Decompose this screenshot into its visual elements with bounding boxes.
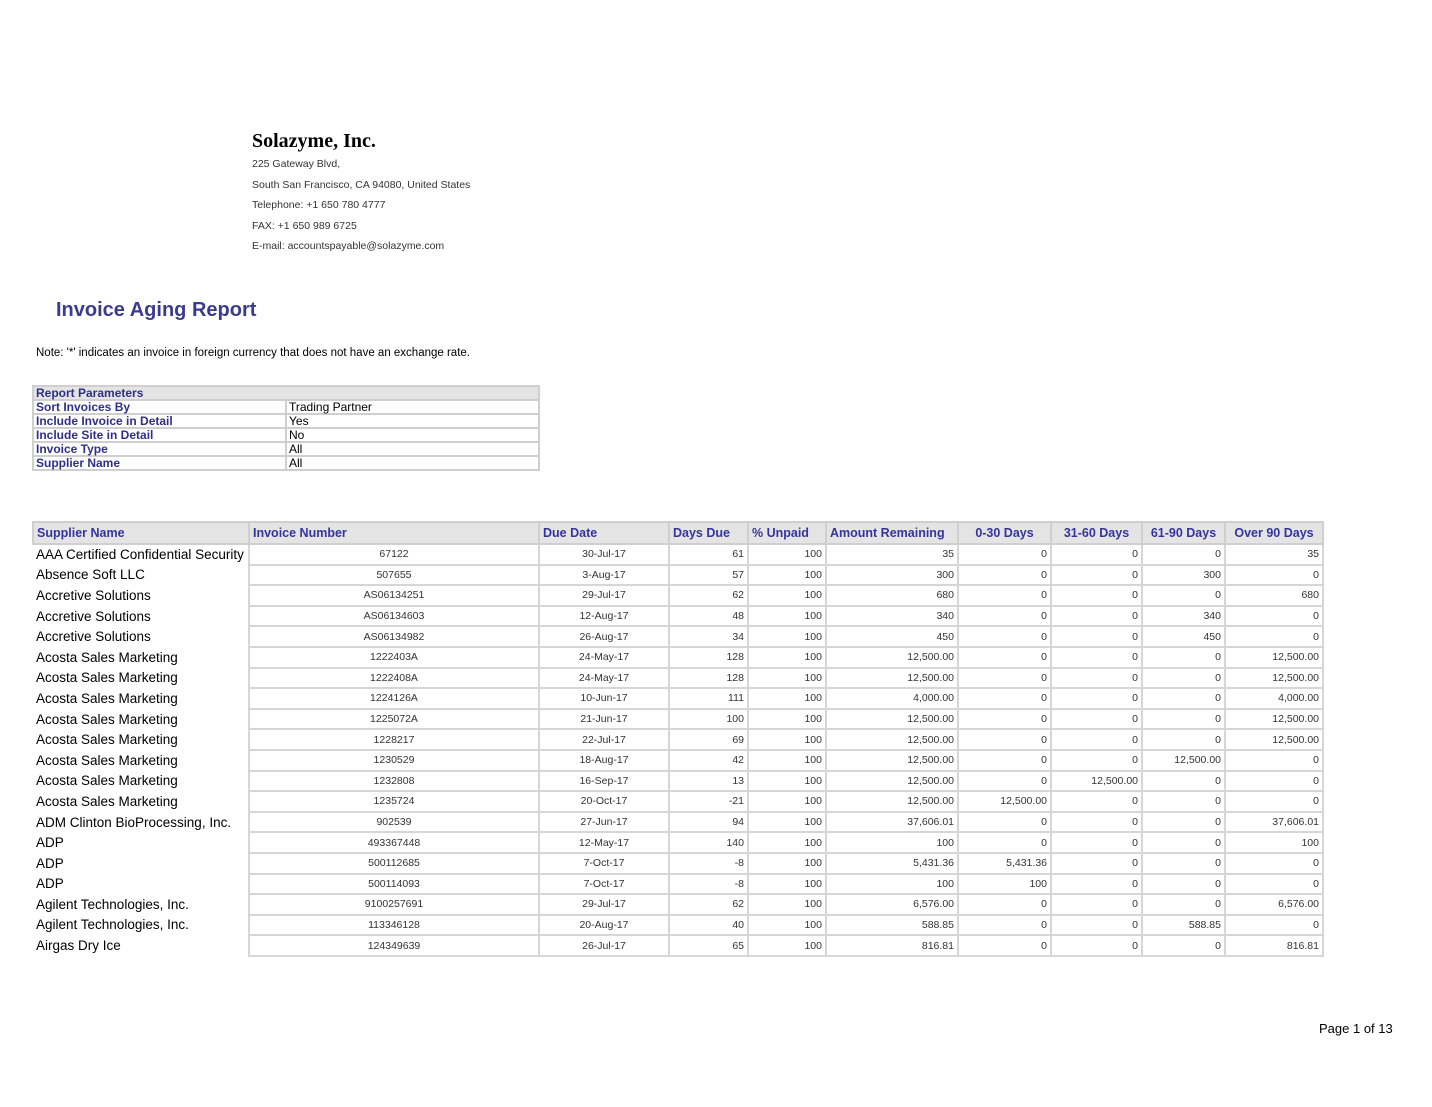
cell-0-30-days: 0 (958, 750, 1051, 771)
table-row (33, 668, 1323, 689)
report-title: Invoice Aging Report (56, 299, 257, 321)
cell-days-due: 61 (669, 544, 748, 565)
column-header-due-date: Due Date (539, 522, 669, 544)
cell-0-30-days: 0 (958, 771, 1051, 792)
cell-invoice-number: AS06134603 (249, 606, 539, 627)
cell-amount-remaining: 100 (826, 874, 958, 895)
cell-0-30-days: 0 (958, 647, 1051, 668)
cell-31-60-days: 12,500.00 (1051, 771, 1142, 792)
cell-days-due: 94 (669, 812, 748, 833)
cell-supplier-name: ADP (36, 835, 64, 851)
cell-supplier-name: Airgas Dry Ice (36, 938, 121, 954)
cell-0-30-days: 12,500.00 (958, 791, 1051, 812)
cell-over-90-days: 0 (1225, 771, 1323, 792)
cell-percent-unpaid: 100 (748, 647, 826, 668)
cell-over-90-days: 0 (1225, 606, 1323, 627)
column-header-0-30-days: 0-30 Days (958, 522, 1051, 544)
cell-invoice-number: 1222403A (249, 647, 539, 668)
cell-31-60-days: 0 (1051, 812, 1142, 833)
cell-percent-unpaid: 100 (748, 915, 826, 936)
cell-percent-unpaid: 100 (748, 606, 826, 627)
cell-over-90-days: 12,500.00 (1225, 709, 1323, 730)
company-header (252, 130, 470, 261)
cell-due-date: 24-May-17 (539, 668, 669, 689)
cell-31-60-days: 0 (1051, 935, 1142, 956)
cell-due-date: 27-Jun-17 (539, 812, 669, 833)
cell-invoice-number: 1228217 (249, 729, 539, 750)
cell-supplier-name: Accretive Solutions (36, 629, 151, 645)
cell-0-30-days: 0 (958, 565, 1051, 586)
cell-days-due: 65 (669, 935, 748, 956)
cell-days-due: -21 (669, 791, 748, 812)
cell-invoice-number: 902539 (249, 812, 539, 833)
cell-percent-unpaid: 100 (748, 709, 826, 730)
cell-percent-unpaid: 100 (748, 585, 826, 606)
cell-due-date: 7-Oct-17 (539, 874, 669, 895)
cell-31-60-days: 0 (1051, 750, 1142, 771)
cell-31-60-days: 0 (1051, 791, 1142, 812)
cell-31-60-days: 0 (1051, 832, 1142, 853)
cell-over-90-days: 0 (1225, 626, 1323, 647)
cell-amount-remaining: 12,500.00 (826, 771, 958, 792)
cell-over-90-days: 12,500.00 (1225, 668, 1323, 689)
table-row (33, 853, 1323, 874)
cell-supplier-name: Acosta Sales Marketing (36, 793, 178, 809)
table-row (33, 750, 1323, 771)
company-address-line1: 225 Gateway Blvd, (252, 158, 341, 170)
cell-due-date: 29-Jul-17 (539, 585, 669, 606)
cell-over-90-days: 12,500.00 (1225, 647, 1323, 668)
cell-supplier-name: Acosta Sales Marketing (36, 711, 178, 727)
cell-amount-remaining: 12,500.00 (826, 791, 958, 812)
cell-0-30-days: 0 (958, 832, 1051, 853)
table-row (33, 585, 1323, 606)
parameters-header: Report Parameters (33, 386, 539, 400)
cell-61-90-days: 0 (1142, 853, 1225, 874)
cell-amount-remaining: 816.81 (826, 935, 958, 956)
cell-percent-unpaid: 100 (748, 832, 826, 853)
cell-percent-unpaid: 100 (748, 688, 826, 709)
cell-due-date: 30-Jul-17 (539, 544, 669, 565)
company-fax: FAX: +1 650 989 6725 (252, 219, 357, 232)
company-name: Solazyme, Inc. (252, 130, 376, 152)
cell-over-90-days: 100 (1225, 832, 1323, 853)
table-row (33, 544, 1323, 565)
cell-invoice-number: 1222408A (249, 668, 539, 689)
company-telephone: Telephone: +1 650 780 4777 (252, 199, 386, 212)
cell-supplier-name: Acosta Sales Marketing (36, 670, 178, 686)
cell-31-60-days: 0 (1051, 647, 1142, 668)
cell-invoice-number: 1230529 (249, 750, 539, 771)
parameter-row (33, 442, 539, 456)
cell-supplier-name: ADM Clinton BioProcessing, Inc. (36, 814, 232, 830)
cell-0-30-days: 0 (958, 935, 1051, 956)
cell-61-90-days: 0 (1142, 812, 1225, 833)
column-header-31-60-days: 31-60 Days (1051, 522, 1142, 544)
table-row (33, 565, 1323, 586)
cell-over-90-days: 0 (1225, 565, 1323, 586)
cell-over-90-days: 0 (1225, 853, 1323, 874)
cell-invoice-number: 1235724 (249, 791, 539, 812)
cell-31-60-days: 0 (1051, 626, 1142, 647)
cell-due-date: 7-Oct-17 (539, 853, 669, 874)
cell-over-90-days: 6,576.00 (1225, 894, 1323, 915)
cell-due-date: 26-Jul-17 (539, 935, 669, 956)
cell-31-60-days: 0 (1051, 729, 1142, 750)
report-parameters-table (32, 385, 540, 471)
column-header-over-90-days: Over 90 Days (1225, 522, 1323, 544)
cell-supplier-name: Acosta Sales Marketing (36, 773, 178, 789)
cell-due-date: 18-Aug-17 (539, 750, 669, 771)
cell-days-due: -8 (669, 874, 748, 895)
cell-amount-remaining: 12,500.00 (826, 750, 958, 771)
cell-days-due: 128 (669, 668, 748, 689)
cell-0-30-days: 0 (958, 729, 1051, 750)
cell-days-due: 57 (669, 565, 748, 586)
cell-days-due: 111 (669, 688, 748, 709)
parameter-value: All (286, 456, 539, 470)
cell-due-date: 3-Aug-17 (539, 565, 669, 586)
parameter-label: Sort Invoices By (33, 400, 286, 414)
cell-supplier-name: Absence Soft LLC (36, 567, 145, 583)
cell-0-30-days: 100 (958, 874, 1051, 895)
cell-amount-remaining: 12,500.00 (826, 729, 958, 750)
cell-over-90-days: 0 (1225, 915, 1323, 936)
column-header-days-due: Days Due (669, 522, 748, 544)
cell-days-due: 40 (669, 915, 748, 936)
cell-61-90-days: 588.85 (1142, 915, 1225, 936)
cell-due-date: 24-May-17 (539, 647, 669, 668)
cell-percent-unpaid: 100 (748, 626, 826, 647)
column-header-invoice-number: Invoice Number (249, 522, 539, 544)
cell-0-30-days: 0 (958, 585, 1051, 606)
cell-supplier-name: ADP (36, 876, 64, 892)
cell-percent-unpaid: 100 (748, 791, 826, 812)
cell-days-due: 62 (669, 894, 748, 915)
cell-invoice-number: 1224126A (249, 688, 539, 709)
cell-percent-unpaid: 100 (748, 750, 826, 771)
parameter-row (33, 400, 539, 414)
cell-amount-remaining: 6,576.00 (826, 894, 958, 915)
cell-61-90-days: 0 (1142, 544, 1225, 565)
cell-supplier-name: Acosta Sales Marketing (36, 752, 178, 768)
cell-percent-unpaid: 100 (748, 771, 826, 792)
cell-due-date: 20-Oct-17 (539, 791, 669, 812)
cell-31-60-days: 0 (1051, 853, 1142, 874)
cell-days-due: 62 (669, 585, 748, 606)
cell-days-due: 69 (669, 729, 748, 750)
cell-due-date: 16-Sep-17 (539, 771, 669, 792)
cell-0-30-days: 0 (958, 812, 1051, 833)
cell-due-date: 21-Jun-17 (539, 709, 669, 730)
cell-31-60-days: 0 (1051, 606, 1142, 627)
cell-invoice-number: 124349639 (249, 935, 539, 956)
cell-invoice-number: 507655 (249, 565, 539, 586)
cell-over-90-days: 680 (1225, 585, 1323, 606)
cell-amount-remaining: 5,431.36 (826, 853, 958, 874)
cell-31-60-days: 0 (1051, 668, 1142, 689)
cell-supplier-name: Accretive Solutions (36, 608, 151, 624)
cell-over-90-days: 816.81 (1225, 935, 1323, 956)
cell-days-due: 13 (669, 771, 748, 792)
cell-amount-remaining: 450 (826, 626, 958, 647)
cell-amount-remaining: 12,500.00 (826, 647, 958, 668)
cell-invoice-number: 9100257691 (249, 894, 539, 915)
table-row (33, 606, 1323, 627)
cell-days-due: 42 (669, 750, 748, 771)
cell-percent-unpaid: 100 (748, 668, 826, 689)
table-row (33, 915, 1323, 936)
cell-over-90-days: 0 (1225, 750, 1323, 771)
cell-amount-remaining: 37,606.01 (826, 812, 958, 833)
table-row (33, 812, 1323, 833)
cell-amount-remaining: 100 (826, 832, 958, 853)
cell-0-30-days: 0 (958, 668, 1051, 689)
table-row (33, 771, 1323, 792)
table-row (33, 729, 1323, 750)
cell-percent-unpaid: 100 (748, 565, 826, 586)
cell-31-60-days: 0 (1051, 874, 1142, 895)
table-row (33, 935, 1323, 956)
report-note: Note: '*' indicates an invoice in foreign currency that does not have an exchange rate. (36, 347, 470, 359)
cell-supplier-name: Acosta Sales Marketing (36, 649, 178, 665)
cell-61-90-days: 0 (1142, 894, 1225, 915)
cell-61-90-days: 0 (1142, 935, 1225, 956)
cell-31-60-days: 0 (1051, 894, 1142, 915)
cell-0-30-days: 0 (958, 894, 1051, 915)
table-row (33, 688, 1323, 709)
parameter-value: Yes (286, 414, 539, 428)
cell-0-30-days: 0 (958, 688, 1051, 709)
parameter-label: Include Site in Detail (33, 428, 286, 442)
parameter-label: Invoice Type (33, 442, 286, 456)
cell-61-90-days: 0 (1142, 791, 1225, 812)
cell-amount-remaining: 680 (826, 585, 958, 606)
cell-due-date: 20-Aug-17 (539, 915, 669, 936)
cell-amount-remaining: 340 (826, 606, 958, 627)
cell-invoice-number: 67122 (249, 544, 539, 565)
cell-31-60-days: 0 (1051, 709, 1142, 730)
column-header-supplier-name: Supplier Name (33, 522, 249, 544)
cell-due-date: 29-Jul-17 (539, 894, 669, 915)
cell-supplier-name: AAA Certified Confidential Security (36, 547, 244, 563)
cell-invoice-number: AS06134982 (249, 626, 539, 647)
cell-percent-unpaid: 100 (748, 544, 826, 565)
cell-days-due: 34 (669, 626, 748, 647)
cell-due-date: 12-Aug-17 (539, 606, 669, 627)
cell-invoice-number: AS06134251 (249, 585, 539, 606)
parameter-label: Include Invoice in Detail (33, 414, 286, 428)
cell-31-60-days: 0 (1051, 565, 1142, 586)
cell-61-90-days: 300 (1142, 565, 1225, 586)
cell-amount-remaining: 12,500.00 (826, 668, 958, 689)
cell-31-60-days: 0 (1051, 915, 1142, 936)
company-address-line2: South San Francisco, CA 94080, United States (252, 178, 471, 191)
cell-due-date: 12-May-17 (539, 832, 669, 853)
cell-0-30-days: 0 (958, 915, 1051, 936)
page-number: Page 1 of 13 (1319, 1021, 1393, 1036)
cell-supplier-name: ADP (36, 855, 64, 871)
cell-over-90-days: 35 (1225, 544, 1323, 565)
cell-due-date: 10-Jun-17 (539, 688, 669, 709)
cell-percent-unpaid: 100 (748, 853, 826, 874)
cell-over-90-days: 4,000.00 (1225, 688, 1323, 709)
parameter-row (33, 428, 539, 442)
table-row (33, 874, 1323, 895)
cell-percent-unpaid: 100 (748, 874, 826, 895)
cell-over-90-days: 0 (1225, 874, 1323, 895)
cell-31-60-days: 0 (1051, 544, 1142, 565)
cell-61-90-days: 0 (1142, 647, 1225, 668)
column-header-61-90-days: 61-90 Days (1142, 522, 1225, 544)
cell-61-90-days: 0 (1142, 585, 1225, 606)
cell-percent-unpaid: 100 (748, 935, 826, 956)
table-row (33, 894, 1323, 915)
table-row (33, 647, 1323, 668)
table-row (33, 791, 1323, 812)
cell-supplier-name: Accretive Solutions (36, 587, 151, 603)
cell-61-90-days: 0 (1142, 729, 1225, 750)
invoice-aging-table (32, 521, 1324, 957)
cell-over-90-days: 37,606.01 (1225, 812, 1323, 833)
column-header-percent-unpaid: % Unpaid (748, 522, 826, 544)
cell-days-due: 100 (669, 709, 748, 730)
cell-due-date: 26-Aug-17 (539, 626, 669, 647)
cell-amount-remaining: 4,000.00 (826, 688, 958, 709)
cell-0-30-days: 0 (958, 709, 1051, 730)
cell-percent-unpaid: 100 (748, 894, 826, 915)
cell-0-30-days: 0 (958, 544, 1051, 565)
column-header-amount-remaining: Amount Remaining (826, 522, 958, 544)
parameter-value: No (286, 428, 539, 442)
cell-supplier-name: Agilent Technologies, Inc. (36, 917, 189, 933)
cell-days-due: 48 (669, 606, 748, 627)
table-row (33, 626, 1323, 647)
cell-supplier-name: Agilent Technologies, Inc. (36, 896, 189, 912)
cell-invoice-number: 500114093 (249, 874, 539, 895)
cell-due-date: 22-Jul-17 (539, 729, 669, 750)
cell-61-90-days: 450 (1142, 626, 1225, 647)
parameter-row (33, 414, 539, 428)
cell-61-90-days: 0 (1142, 668, 1225, 689)
parameter-row (33, 456, 539, 470)
cell-invoice-number: 500112685 (249, 853, 539, 874)
cell-0-30-days: 5,431.36 (958, 853, 1051, 874)
cell-supplier-name: Acosta Sales Marketing (36, 690, 178, 706)
cell-amount-remaining: 588.85 (826, 915, 958, 936)
cell-0-30-days: 0 (958, 606, 1051, 627)
cell-61-90-days: 0 (1142, 874, 1225, 895)
parameter-label: Supplier Name (33, 456, 286, 470)
table-row (33, 832, 1323, 853)
parameter-value: All (286, 442, 539, 456)
cell-invoice-number: 1232808 (249, 771, 539, 792)
cell-61-90-days: 340 (1142, 606, 1225, 627)
cell-31-60-days: 0 (1051, 585, 1142, 606)
cell-supplier-name: Acosta Sales Marketing (36, 732, 178, 748)
cell-61-90-days: 0 (1142, 771, 1225, 792)
cell-invoice-number: 493367448 (249, 832, 539, 853)
company-email: E-mail: accountspayable@solazyme.com (252, 240, 445, 253)
cell-invoice-number: 1225072A (249, 709, 539, 730)
parameter-value: Trading Partner (286, 400, 539, 414)
cell-over-90-days: 0 (1225, 791, 1323, 812)
cell-over-90-days: 12,500.00 (1225, 729, 1323, 750)
cell-amount-remaining: 300 (826, 565, 958, 586)
cell-61-90-days: 0 (1142, 709, 1225, 730)
cell-days-due: -8 (669, 853, 748, 874)
cell-invoice-number: 113346128 (249, 915, 539, 936)
cell-days-due: 140 (669, 832, 748, 853)
cell-amount-remaining: 35 (826, 544, 958, 565)
cell-percent-unpaid: 100 (748, 729, 826, 750)
cell-percent-unpaid: 100 (748, 812, 826, 833)
cell-61-90-days: 0 (1142, 688, 1225, 709)
cell-days-due: 128 (669, 647, 748, 668)
cell-61-90-days: 0 (1142, 832, 1225, 853)
table-row (33, 709, 1323, 730)
cell-0-30-days: 0 (958, 626, 1051, 647)
cell-amount-remaining: 12,500.00 (826, 709, 958, 730)
cell-31-60-days: 0 (1051, 688, 1142, 709)
cell-61-90-days: 12,500.00 (1142, 750, 1225, 771)
